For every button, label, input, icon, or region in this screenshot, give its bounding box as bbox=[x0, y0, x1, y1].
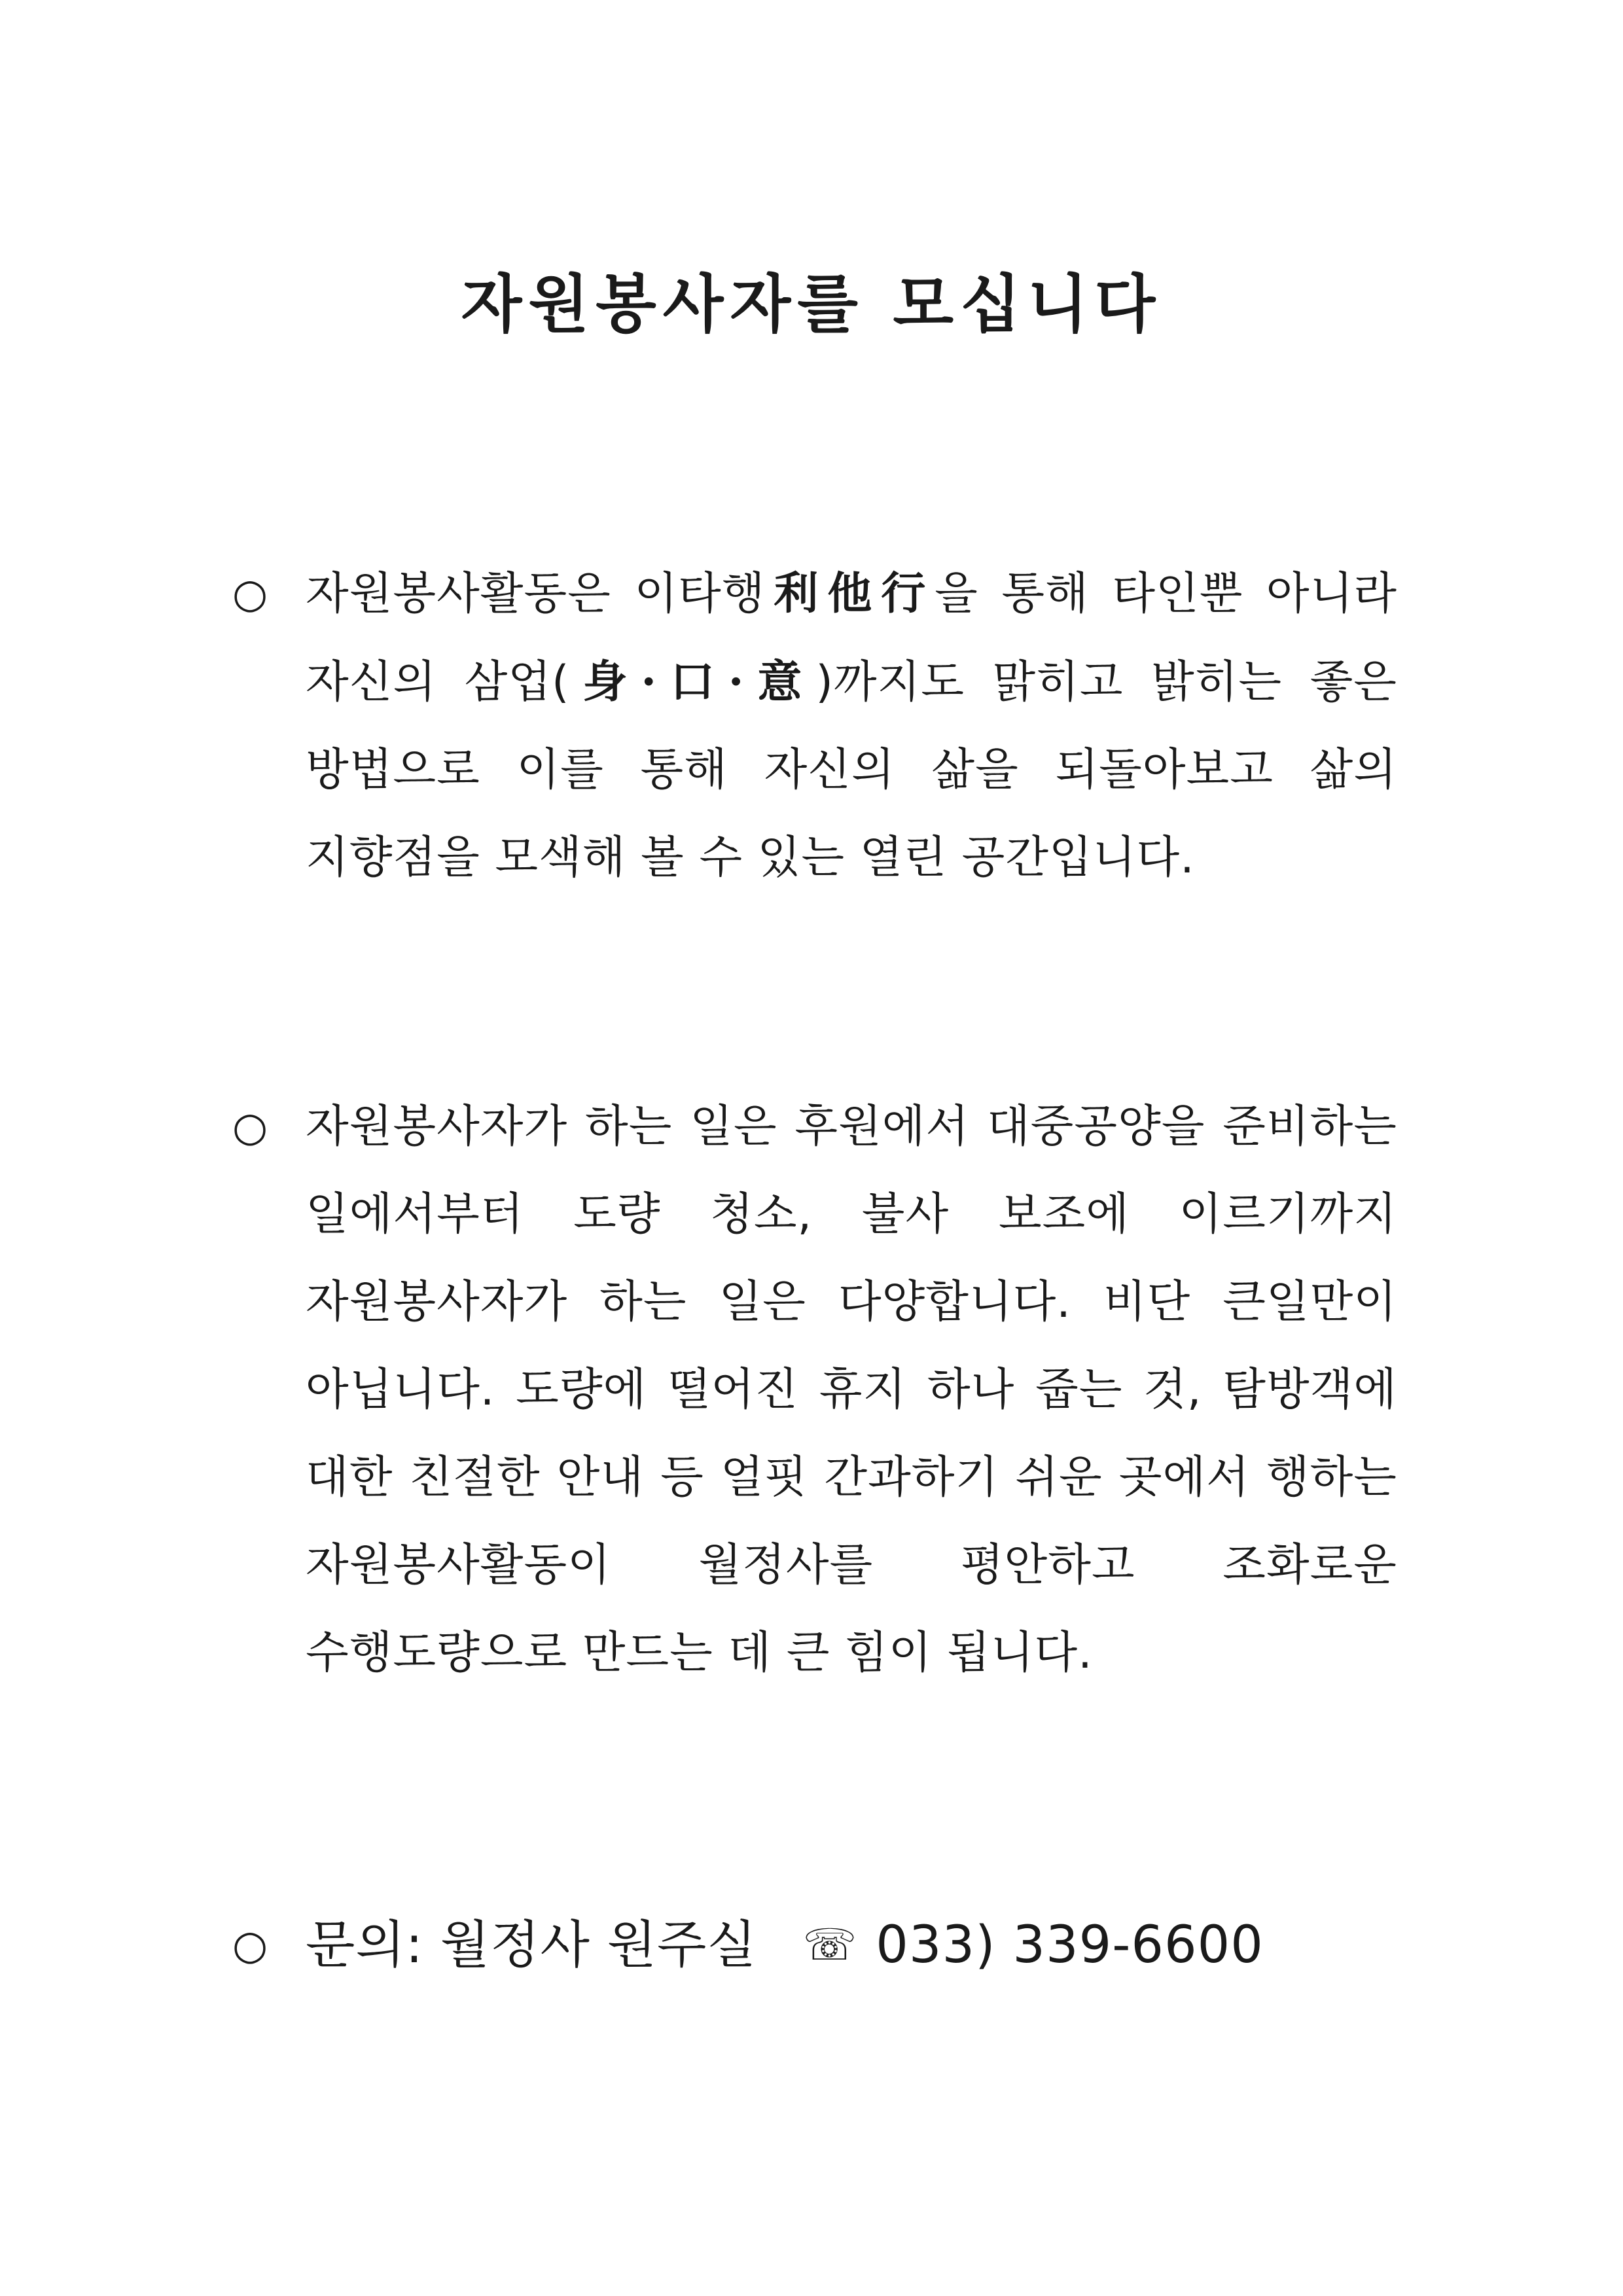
section-contact bbox=[232, 1901, 1404, 1989]
section-about-volunteering bbox=[232, 550, 1404, 902]
circle-bullet-icon: ○ bbox=[232, 1921, 268, 1969]
telephone-icon: ☏ bbox=[802, 1920, 858, 1970]
contact-phone: 033) 339-6600 bbox=[876, 1916, 1264, 1975]
paragraph-text: 자원봉사활동은 이타행 bbox=[306, 568, 766, 620]
circle-bullet-icon: ○ bbox=[232, 1103, 268, 1151]
section-volunteer-tasks bbox=[232, 1083, 1404, 1697]
paragraph-text: )까지도 맑히고 밝히는 좋은 방법으로 이를 통해 자신의 삶을 되돌아보고 삶의 지향점을 모색해 볼 수 있는 열린 공간입니다. bbox=[306, 656, 1397, 884]
hanja-text: 身·口·意 bbox=[569, 656, 816, 708]
paragraph-volunteer-tasks: 자원봉사자가 하는 일은 후원에서 대중공양을 준비하는 일에서부터 도량 청소, 불사 보조에 이르기까지 자원봉사자가 하는 일은 다양합니다. 비단 큰일만이 아닙니다. 도량에 떨어진 휴지 하나 줍는 것, 탐방객에 대한 친절한 안내 등 얼핏 간과하기 쉬운 곳에서 행하는 자원봉사활동이 월정사를 평안하고 조화로운 수행도량으로 만드는 데 큰 힘이 됩니다. bbox=[306, 1101, 1397, 1679]
contact-line bbox=[306, 1901, 1404, 1989]
page-title: 자원봉사자를 모십니다 bbox=[461, 268, 1162, 341]
hanja-text: 利他行 bbox=[765, 567, 935, 620]
paragraph-text: 을 통해 타인뿐 아니라 자신의 삼업( bbox=[306, 568, 1397, 708]
contact-label: 문의: bbox=[306, 1916, 423, 1975]
circle-bullet-icon: ○ bbox=[232, 569, 268, 617]
paragraph-about-volunteering bbox=[306, 550, 1397, 902]
contact-place: 월정사 원주실 bbox=[440, 1916, 757, 1975]
